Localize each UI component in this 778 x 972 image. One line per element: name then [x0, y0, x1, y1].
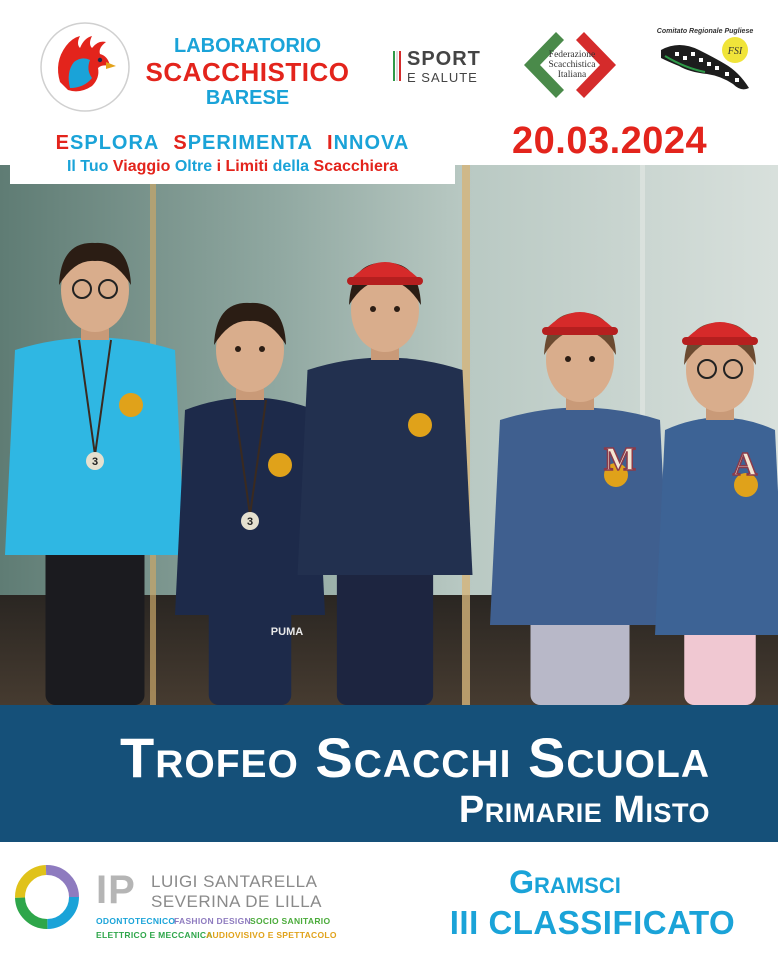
- tagline-initial: S: [173, 132, 188, 154]
- red-cap-brim: [682, 337, 758, 345]
- ip-school-mark: IP: [96, 868, 136, 912]
- rooster-logo-icon: [40, 22, 130, 112]
- course-label: AUDIOVISIVO E SPETTACOLO: [206, 930, 337, 940]
- team-photo: [0, 165, 778, 705]
- tagline-fragment: Oltre: [174, 158, 217, 175]
- lab-logo-line3: BARESE: [205, 87, 290, 109]
- tagline-fragment: i Limiti: [216, 158, 273, 175]
- course-label: ODONTOTECNICO: [96, 916, 176, 926]
- school-crest-icon: [119, 393, 143, 417]
- comitato-regionale-logo: [655, 28, 755, 98]
- fsi-logo-line1: Federazione: [548, 50, 596, 60]
- tagline-word-rest: NNOVA: [333, 132, 410, 154]
- crp-badge: FSI: [727, 46, 743, 57]
- medal-number: 3: [246, 516, 254, 528]
- tagline-fragment: Scacchiera: [313, 158, 399, 175]
- lab-logo-line1: LABORATORIO: [173, 35, 322, 57]
- medal-number: 3: [91, 456, 99, 468]
- child-eye-right: [589, 356, 595, 362]
- child-torso: [298, 358, 473, 576]
- tagline-word: [327, 132, 409, 154]
- title-line2: Primarie Misto: [458, 789, 710, 831]
- child-torso: [655, 418, 778, 636]
- child-torso: [490, 408, 670, 626]
- tagline-line1: [10, 132, 455, 155]
- tagline-word-rest: PERIMENTA: [187, 132, 314, 154]
- tagline-initial: E: [55, 132, 71, 154]
- tricolor-bars-icon: [393, 51, 401, 81]
- ip-school-ring-icon: [14, 864, 80, 930]
- ip-school-name-line2: SEVERINA DE LILLA: [151, 892, 323, 911]
- fsi-logo-line2: Scacchistica: [548, 60, 596, 70]
- child-eye-right: [259, 346, 265, 352]
- pants-brand-label: PUMA: [270, 626, 304, 638]
- tagline-line2: [10, 158, 455, 176]
- crp-caption: Comitato Regionale Pugliese: [656, 28, 754, 35]
- tagline-word-rest: SPLORA: [70, 132, 160, 154]
- fsi-logo-line3: Italiana: [557, 70, 587, 80]
- red-cap-brim: [542, 327, 618, 335]
- sport-e-salute-logo: [393, 48, 498, 88]
- tagline-word: [173, 132, 313, 154]
- school-crest-icon: [268, 453, 292, 477]
- title-line1: Trofeo Scacchi Scuola: [119, 726, 710, 789]
- lab-logo-wordmark: [140, 33, 355, 111]
- course-label: FASHION DESIGN: [174, 916, 251, 926]
- child-eye-left: [565, 356, 571, 362]
- ip-school-name-line1: LUIGI SANTARELLA: [151, 872, 318, 891]
- placement-label: III CLASSIFICATO: [449, 904, 736, 941]
- red-cap-brim: [347, 277, 423, 285]
- course-label: ELETTRICO E MECCANICA: [96, 930, 213, 940]
- school-crest-icon: [408, 413, 432, 437]
- title-banner: [0, 705, 778, 842]
- child-eye-left: [370, 306, 376, 312]
- sport-logo-line1: SPORT: [407, 48, 481, 70]
- fsi-logo: [520, 28, 620, 103]
- team-photo-illustration: [0, 165, 778, 705]
- tagline-fragment: Viaggio: [112, 158, 175, 175]
- lab-logo-line2: SCACCHISTICO: [145, 57, 350, 87]
- course-label: SOCIO SANITARIO: [250, 916, 331, 926]
- puglia-map-icon: [655, 28, 755, 98]
- fsi-logo-text: [544, 50, 600, 80]
- school-name: Gramsci: [509, 864, 621, 900]
- child-eye-left: [235, 346, 241, 352]
- child-eye-right: [394, 306, 400, 312]
- poster-footer: [0, 842, 778, 972]
- jacket-letter: M: [603, 441, 637, 478]
- tagline-box: [10, 124, 455, 184]
- tagline-word: [56, 132, 160, 154]
- tagline-fragment: della: [272, 158, 314, 175]
- jacket-letter: A: [732, 446, 758, 483]
- tagline-fragment: Il Tuo: [66, 158, 113, 175]
- event-date: 20.03.2024: [512, 120, 708, 162]
- child-torso: [5, 338, 185, 556]
- tagline-initial: I: [327, 132, 334, 154]
- sport-logo-line2: E SALUTE: [407, 70, 478, 85]
